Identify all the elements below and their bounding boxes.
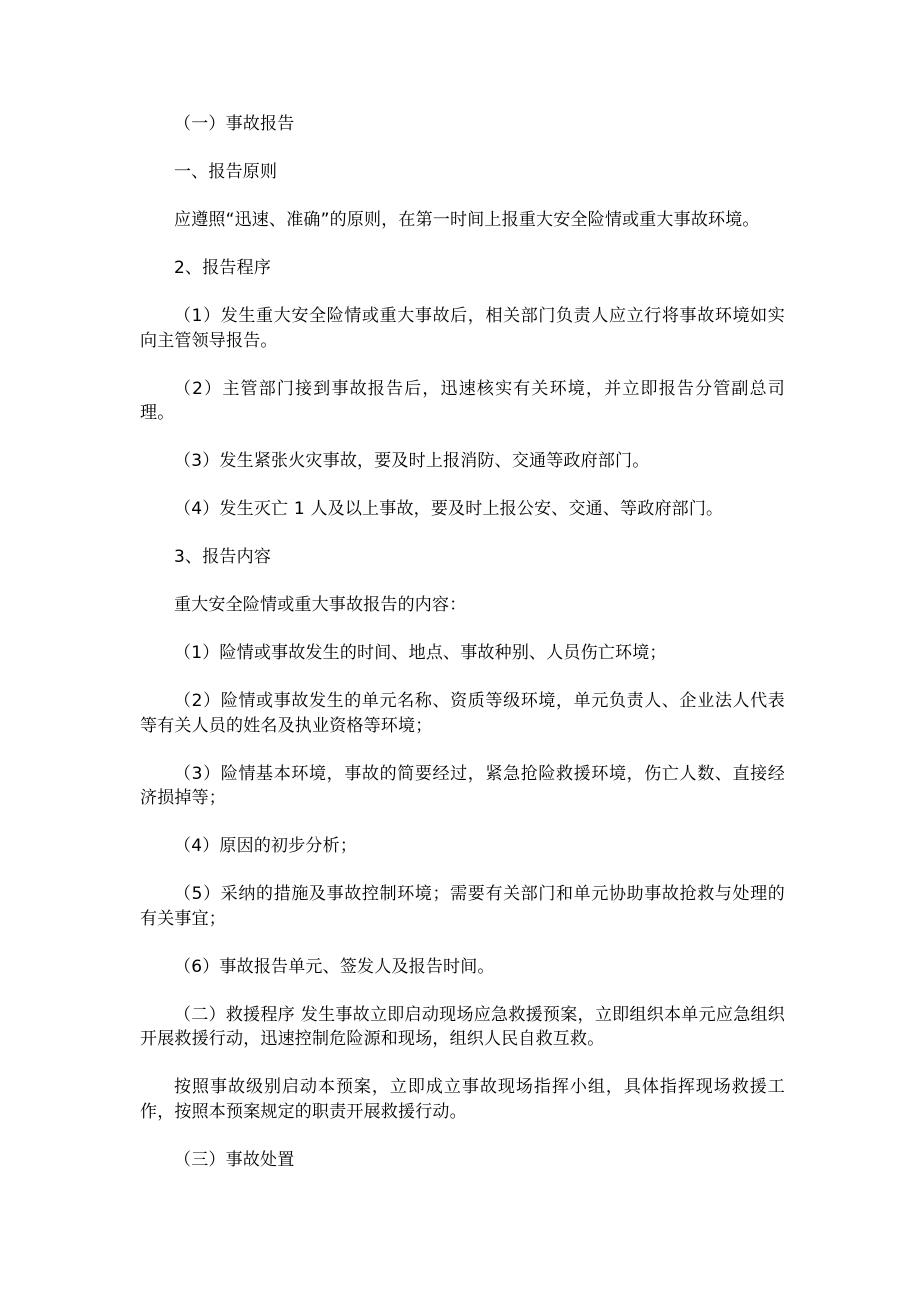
procedure-item-3: （3）发生紧张火灾事故，要及时上报消防、交通等政府部门。 [174,451,650,471]
paragraph-principle-text: 应遵照“迅速、准确”的原则，在第一时间上报重大安全险情或重大事故环境。 [174,210,760,230]
subheading-reporting-procedure: 2、报告程序 [174,258,272,278]
subheading-report-content: 3、报告内容 [174,547,272,567]
content-item-2: （2）险情或事故发生的单元名称、资质等级环境，单元负责人、企业法人代表等有关人员的姓名及执业资格等环境； [140,691,785,736]
section-heading-accident-report: （一）事故报告 [174,114,295,134]
content-item-1: （1）险情或事故发生的时间、地点、事故种别、人员伤亡环境； [174,643,667,663]
document-body [140,112,785,1196]
content-item-3: （3）险情基本环境，事故的简要经过，紧急抢险救援环境，伤亡人数、直接经济损掉等； [140,763,785,808]
paragraph-report-content-intro: 重大安全险情或重大事故报告的内容： [174,595,467,615]
section-rescue-procedure: （二）救援程序 发生事故立即启动现场应急救援预案，立即组织本单元应急组织开展救援行动，迅速控制危险源和现场，组织人民自救互救。 [140,1004,785,1049]
paragraph-rescue-activation: 按照事故级别启动本预案，立即成立事故现场指挥小组，具体指挥现场救援工作，按照本预案规定的职责开展救援行动。 [140,1077,785,1122]
procedure-item-4: （4）发生灭亡 1 人及以上事故，要及时上报公安、交通、等政府部门。 [174,499,724,519]
content-item-4: （4）原因的初步分析； [174,836,358,856]
content-item-6: （6）事故报告单元、签发人及报告时间。 [174,956,495,977]
subheading-reporting-principle: 一、报告原则 [174,162,278,182]
procedure-item-2: （2）主管部门接到事故报告后，迅速核实有关环境，并立即报告分管副总司理。 [140,378,785,423]
content-item-5: （5）采纳的措施及事故控制环境；需要有关部门和单元协助事故抢救与处理的有关事宜； [140,884,785,929]
procedure-item-1: （1）发生重大安全险情或重大事故后，相关部门负责人应立行将事故环境如实向主管领导报告。 [140,306,785,351]
section-heading-accident-handling: （三）事故处置 [174,1149,295,1170]
